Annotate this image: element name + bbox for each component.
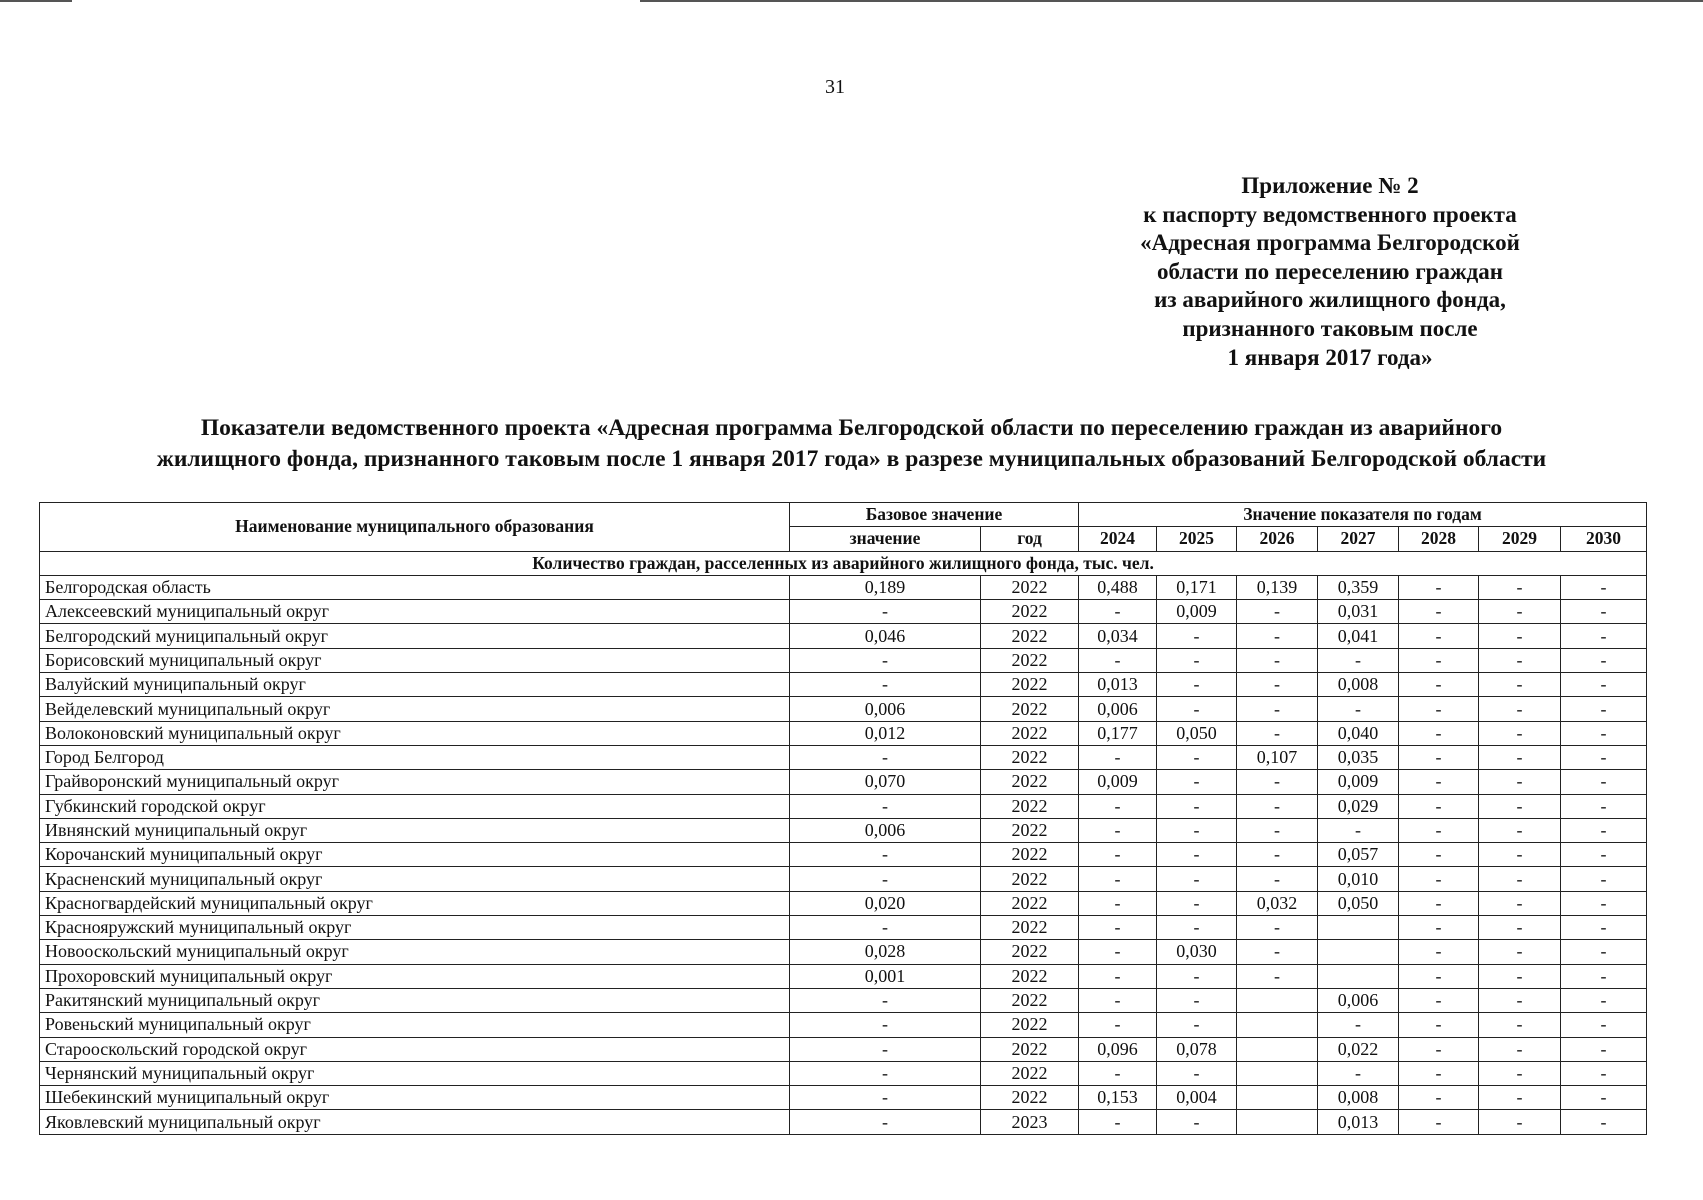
cell-year-value: 0,034 bbox=[1079, 624, 1157, 648]
cell-year-value: - bbox=[1561, 843, 1647, 867]
appendix-line: «Адресная программа Белгородской bbox=[1140, 230, 1520, 256]
cell-year-value: - bbox=[1479, 843, 1561, 867]
cell-year-value bbox=[1237, 1061, 1318, 1085]
cell-year-value: - bbox=[1318, 1061, 1399, 1085]
cell-municipality-name: Валуйский муниципальный округ bbox=[40, 673, 790, 697]
cell-municipality-name: Красненский муниципальный округ bbox=[40, 867, 790, 891]
cell-year-value: - bbox=[1157, 988, 1237, 1012]
table-row bbox=[40, 697, 1647, 721]
cell-base-value: - bbox=[790, 648, 981, 672]
cell-base-year: 2022 bbox=[981, 1013, 1079, 1037]
cell-year-value: - bbox=[1237, 721, 1318, 745]
cell-year-value: - bbox=[1157, 1110, 1237, 1134]
cell-year-value: 0,359 bbox=[1318, 575, 1399, 599]
cell-year-value: - bbox=[1157, 891, 1237, 915]
cell-year-value: 0,006 bbox=[1318, 988, 1399, 1012]
cell-year-value: 0,004 bbox=[1157, 1086, 1237, 1110]
cell-year-value: - bbox=[1479, 673, 1561, 697]
table-row bbox=[40, 770, 1647, 794]
cell-base-year: 2022 bbox=[981, 697, 1079, 721]
cell-year-value: - bbox=[1237, 624, 1318, 648]
document-title-line: Показатели ведомственного проекта «Адресная программа Белгородской области по переселению граждан из аварийного bbox=[200, 415, 1503, 441]
cell-base-value: 0,001 bbox=[790, 964, 981, 988]
cell-base-year: 2022 bbox=[981, 794, 1079, 818]
cell-year-value: - bbox=[1237, 600, 1318, 624]
cell-municipality-name: Прохоровский муниципальный округ bbox=[40, 964, 790, 988]
cell-municipality-name: Белгородская область bbox=[40, 575, 790, 599]
cell-base-value: 0,006 bbox=[790, 697, 981, 721]
cell-year-value: - bbox=[1399, 770, 1479, 794]
cell-municipality-name: Шебекинский муниципальный округ bbox=[40, 1086, 790, 1110]
cell-year-value: - bbox=[1237, 964, 1318, 988]
cell-year-value: - bbox=[1479, 964, 1561, 988]
cell-base-value: 0,046 bbox=[790, 624, 981, 648]
cell-year-value: - bbox=[1157, 697, 1237, 721]
cell-base-year: 2022 bbox=[981, 575, 1079, 599]
appendix-line: Приложение № 2 bbox=[1241, 173, 1419, 198]
cell-base-value: - bbox=[790, 988, 981, 1012]
cell-year-value: - bbox=[1237, 940, 1318, 964]
cell-year-value: - bbox=[1157, 916, 1237, 940]
cell-year-value bbox=[1237, 1037, 1318, 1061]
cell-year-value: - bbox=[1399, 673, 1479, 697]
cell-year-value: - bbox=[1237, 867, 1318, 891]
cell-year-value: 0,171 bbox=[1157, 575, 1237, 599]
cell-year-value: - bbox=[1479, 648, 1561, 672]
cell-base-value: - bbox=[790, 1061, 981, 1085]
cell-year-value: - bbox=[1561, 745, 1647, 769]
header-base-year: год bbox=[981, 527, 1079, 551]
table-row bbox=[40, 673, 1647, 697]
cell-year-value: - bbox=[1479, 1037, 1561, 1061]
cell-year-value: - bbox=[1561, 1013, 1647, 1037]
cell-year-value: - bbox=[1479, 697, 1561, 721]
table-header bbox=[40, 503, 1647, 552]
cell-base-year: 2022 bbox=[981, 624, 1079, 648]
cell-year-value: - bbox=[1318, 648, 1399, 672]
cell-year-value: - bbox=[1079, 794, 1157, 818]
cell-year-value: - bbox=[1561, 648, 1647, 672]
table-row bbox=[40, 794, 1647, 818]
cell-year-value: - bbox=[1399, 964, 1479, 988]
cell-year-value: - bbox=[1079, 818, 1157, 842]
cell-year-value: - bbox=[1479, 916, 1561, 940]
cell-year-value bbox=[1318, 916, 1399, 940]
cell-base-year: 2022 bbox=[981, 600, 1079, 624]
table-row bbox=[40, 721, 1647, 745]
cell-base-year: 2022 bbox=[981, 745, 1079, 769]
cell-year-value: - bbox=[1561, 1037, 1647, 1061]
table-row bbox=[40, 1013, 1647, 1037]
cell-year-value: 0,009 bbox=[1318, 770, 1399, 794]
cell-year-value bbox=[1318, 940, 1399, 964]
cell-base-year: 2022 bbox=[981, 843, 1079, 867]
cell-year-value: - bbox=[1399, 1086, 1479, 1110]
page-number: 31 bbox=[825, 76, 845, 98]
cell-year-value: - bbox=[1079, 745, 1157, 769]
cell-year-value: 0,139 bbox=[1237, 575, 1318, 599]
cell-year-value: - bbox=[1561, 940, 1647, 964]
cell-year-value: - bbox=[1399, 648, 1479, 672]
cell-year-value: - bbox=[1479, 891, 1561, 915]
cell-year-value: - bbox=[1561, 600, 1647, 624]
cell-base-value: 0,006 bbox=[790, 818, 981, 842]
cell-year-value: - bbox=[1561, 624, 1647, 648]
cell-base-year: 2022 bbox=[981, 770, 1079, 794]
cell-year-value: - bbox=[1399, 794, 1479, 818]
appendix-block bbox=[1070, 172, 1590, 372]
table-row bbox=[40, 818, 1647, 842]
cell-year-value: - bbox=[1079, 843, 1157, 867]
cell-base-year: 2023 bbox=[981, 1110, 1079, 1134]
cell-year-value: 0,009 bbox=[1157, 600, 1237, 624]
table-row bbox=[40, 964, 1647, 988]
cell-year-value bbox=[1318, 964, 1399, 988]
cell-year-value: - bbox=[1079, 964, 1157, 988]
cell-base-value: - bbox=[790, 745, 981, 769]
cell-year-value: - bbox=[1237, 673, 1318, 697]
cell-year-value: - bbox=[1079, 867, 1157, 891]
cell-base-value: - bbox=[790, 1110, 981, 1134]
cell-year-value: - bbox=[1318, 1013, 1399, 1037]
cell-year-value: - bbox=[1399, 600, 1479, 624]
cell-year-value: - bbox=[1237, 648, 1318, 672]
header-base-group: Базовое значение bbox=[790, 503, 1079, 527]
header-years-group: Значение показателя по годам bbox=[1079, 503, 1647, 527]
cell-year-value: - bbox=[1479, 721, 1561, 745]
cell-municipality-name: Волоконовский муниципальный округ bbox=[40, 721, 790, 745]
cell-year-value: - bbox=[1079, 916, 1157, 940]
cell-municipality-name: Краснояружский муниципальный округ bbox=[40, 916, 790, 940]
cell-base-year: 2022 bbox=[981, 916, 1079, 940]
cell-year-value: 0,177 bbox=[1079, 721, 1157, 745]
table-row bbox=[40, 575, 1647, 599]
cell-year-value: - bbox=[1318, 697, 1399, 721]
appendix-line: из аварийного жилищного фонда, bbox=[1154, 287, 1506, 313]
cell-year-value: 0,029 bbox=[1318, 794, 1399, 818]
table-body bbox=[40, 551, 1647, 1134]
cell-municipality-name: Старооскольский городской округ bbox=[40, 1037, 790, 1061]
cell-year-value bbox=[1237, 1013, 1318, 1037]
cell-base-year: 2022 bbox=[981, 721, 1079, 745]
cell-year-value: 0,031 bbox=[1318, 600, 1399, 624]
table-row bbox=[40, 648, 1647, 672]
cell-base-year: 2022 bbox=[981, 1061, 1079, 1085]
cell-year-value: - bbox=[1157, 1061, 1237, 1085]
cell-year-value: - bbox=[1561, 818, 1647, 842]
cell-base-value: - bbox=[790, 673, 981, 697]
appendix-line: 1 января 2017 года» bbox=[1227, 344, 1433, 370]
cell-year-value: - bbox=[1318, 818, 1399, 842]
cell-base-value: - bbox=[790, 600, 981, 624]
cell-year-value bbox=[1237, 988, 1318, 1012]
cell-year-value: - bbox=[1399, 843, 1479, 867]
cell-year-value: - bbox=[1399, 818, 1479, 842]
cell-base-year: 2022 bbox=[981, 1086, 1079, 1110]
cell-year-value: - bbox=[1479, 1061, 1561, 1085]
cell-year-value: - bbox=[1079, 1013, 1157, 1037]
cell-base-year: 2022 bbox=[981, 964, 1079, 988]
appendix-line: к паспорту ведомственного проекта bbox=[1143, 201, 1517, 227]
header-year: 2030 bbox=[1561, 527, 1647, 551]
cell-year-value: 0,032 bbox=[1237, 891, 1318, 915]
cell-base-value: - bbox=[790, 867, 981, 891]
cell-year-value: - bbox=[1237, 818, 1318, 842]
cell-year-value: - bbox=[1399, 721, 1479, 745]
cell-year-value: - bbox=[1399, 745, 1479, 769]
cell-base-year: 2022 bbox=[981, 891, 1079, 915]
cell-municipality-name: Ракитянский муниципальный округ bbox=[40, 988, 790, 1012]
header-row-top bbox=[40, 503, 1647, 527]
cell-year-value: 0,096 bbox=[1079, 1037, 1157, 1061]
table-row bbox=[40, 940, 1647, 964]
cell-year-value: - bbox=[1399, 1061, 1479, 1085]
cell-year-value: - bbox=[1157, 648, 1237, 672]
cell-year-value: 0,009 bbox=[1079, 770, 1157, 794]
cell-year-value: - bbox=[1079, 891, 1157, 915]
cell-year-value: 0,030 bbox=[1157, 940, 1237, 964]
cell-municipality-name: Корочанский муниципальный округ bbox=[40, 843, 790, 867]
cell-base-value: - bbox=[790, 1037, 981, 1061]
cell-year-value: - bbox=[1157, 867, 1237, 891]
cell-year-value: 0,013 bbox=[1079, 673, 1157, 697]
cell-municipality-name: Чернянский муниципальный округ bbox=[40, 1061, 790, 1085]
cell-year-value: - bbox=[1479, 1086, 1561, 1110]
cell-year-value: - bbox=[1561, 721, 1647, 745]
cell-municipality-name: Губкинский городской округ bbox=[40, 794, 790, 818]
cell-year-value: - bbox=[1237, 794, 1318, 818]
cell-year-value: - bbox=[1157, 843, 1237, 867]
cell-year-value: - bbox=[1561, 891, 1647, 915]
cell-base-value: - bbox=[790, 1013, 981, 1037]
cell-year-value: - bbox=[1079, 1110, 1157, 1134]
cell-year-value: - bbox=[1157, 770, 1237, 794]
cell-year-value: - bbox=[1479, 575, 1561, 599]
document-title bbox=[0, 413, 1703, 475]
cell-year-value: 0,040 bbox=[1318, 721, 1399, 745]
cell-year-value: - bbox=[1237, 697, 1318, 721]
cell-year-value: - bbox=[1237, 843, 1318, 867]
cell-year-value: - bbox=[1479, 1013, 1561, 1037]
table-row bbox=[40, 1110, 1647, 1134]
appendix-line: области по переселению граждан bbox=[1156, 258, 1504, 284]
cell-year-value: - bbox=[1561, 770, 1647, 794]
cell-municipality-name: Белгородский муниципальный округ bbox=[40, 624, 790, 648]
table-row bbox=[40, 891, 1647, 915]
header-municipality-name: Наименование муниципального образования bbox=[40, 503, 790, 552]
table-row bbox=[40, 916, 1647, 940]
cell-year-value: 0,050 bbox=[1157, 721, 1237, 745]
cell-year-value: - bbox=[1079, 1061, 1157, 1085]
cell-year-value: - bbox=[1157, 673, 1237, 697]
table-row bbox=[40, 600, 1647, 624]
cell-municipality-name: Красногвардейский муниципальный округ bbox=[40, 891, 790, 915]
cell-year-value: 0,035 bbox=[1318, 745, 1399, 769]
cell-base-year: 2022 bbox=[981, 867, 1079, 891]
cell-year-value: - bbox=[1561, 1086, 1647, 1110]
cell-year-value: - bbox=[1399, 624, 1479, 648]
cell-year-value: - bbox=[1399, 697, 1479, 721]
cell-year-value: 0,006 bbox=[1079, 697, 1157, 721]
cell-year-value: - bbox=[1157, 964, 1237, 988]
cell-year-value: 0,008 bbox=[1318, 1086, 1399, 1110]
cell-year-value: - bbox=[1079, 648, 1157, 672]
cell-year-value: - bbox=[1561, 575, 1647, 599]
section-row bbox=[40, 551, 1647, 575]
cell-year-value: - bbox=[1079, 600, 1157, 624]
cell-year-value: - bbox=[1399, 891, 1479, 915]
cell-base-value: 0,020 bbox=[790, 891, 981, 915]
cell-year-value: 0,488 bbox=[1079, 575, 1157, 599]
cell-year-value: 0,013 bbox=[1318, 1110, 1399, 1134]
cell-year-value: - bbox=[1479, 770, 1561, 794]
cell-year-value: - bbox=[1237, 916, 1318, 940]
cell-year-value: 0,107 bbox=[1237, 745, 1318, 769]
cell-year-value: - bbox=[1079, 940, 1157, 964]
table-row bbox=[40, 1037, 1647, 1061]
cell-year-value: 0,078 bbox=[1157, 1037, 1237, 1061]
cell-year-value: - bbox=[1561, 916, 1647, 940]
cell-municipality-name: Город Белгород bbox=[40, 745, 790, 769]
cell-base-value: - bbox=[790, 794, 981, 818]
cell-municipality-name: Борисовский муниципальный округ bbox=[40, 648, 790, 672]
table-row bbox=[40, 1061, 1647, 1085]
cell-year-value: - bbox=[1479, 818, 1561, 842]
cell-year-value: - bbox=[1479, 600, 1561, 624]
table-row bbox=[40, 745, 1647, 769]
cell-base-year: 2022 bbox=[981, 818, 1079, 842]
cell-base-value: - bbox=[790, 916, 981, 940]
cell-year-value: - bbox=[1079, 988, 1157, 1012]
cell-year-value: - bbox=[1561, 964, 1647, 988]
cell-year-value: - bbox=[1237, 770, 1318, 794]
table-row bbox=[40, 1086, 1647, 1110]
document-title-line: жилищного фонда, признанного таковым после 1 января 2017 года» в разрезе муниципальных образований Белгородской области bbox=[156, 446, 1547, 472]
cell-year-value: 0,050 bbox=[1318, 891, 1399, 915]
cell-municipality-name: Алексеевский муниципальный округ bbox=[40, 600, 790, 624]
cell-base-value: 0,189 bbox=[790, 575, 981, 599]
table-row bbox=[40, 867, 1647, 891]
cell-year-value: - bbox=[1561, 697, 1647, 721]
cell-municipality-name: Яковлевский муниципальный округ bbox=[40, 1110, 790, 1134]
table-row bbox=[40, 988, 1647, 1012]
cell-base-value: 0,028 bbox=[790, 940, 981, 964]
cell-year-value: - bbox=[1561, 1061, 1647, 1085]
indicators-table bbox=[39, 502, 1647, 1135]
cell-year-value: - bbox=[1561, 867, 1647, 891]
cell-year-value: 0,022 bbox=[1318, 1037, 1399, 1061]
cell-year-value bbox=[1237, 1110, 1318, 1134]
table-row bbox=[40, 624, 1647, 648]
cell-base-year: 2022 bbox=[981, 1037, 1079, 1061]
cell-year-value: - bbox=[1399, 988, 1479, 1012]
cell-municipality-name: Новооскольский муниципальный округ bbox=[40, 940, 790, 964]
cell-year-value: - bbox=[1399, 575, 1479, 599]
cell-year-value: - bbox=[1561, 673, 1647, 697]
cell-municipality-name: Вейделевский муниципальный округ bbox=[40, 697, 790, 721]
cell-base-year: 2022 bbox=[981, 673, 1079, 697]
cell-year-value: - bbox=[1479, 624, 1561, 648]
cell-year-value: - bbox=[1157, 745, 1237, 769]
cell-municipality-name: Грайворонский муниципальный округ bbox=[40, 770, 790, 794]
cell-year-value: - bbox=[1561, 1110, 1647, 1134]
cell-year-value: 0,008 bbox=[1318, 673, 1399, 697]
cell-year-value: 0,010 bbox=[1318, 867, 1399, 891]
cell-year-value: - bbox=[1479, 1110, 1561, 1134]
cell-year-value: - bbox=[1157, 624, 1237, 648]
cell-year-value: - bbox=[1157, 1013, 1237, 1037]
cell-year-value: - bbox=[1399, 867, 1479, 891]
cell-year-value: - bbox=[1399, 940, 1479, 964]
cell-year-value: - bbox=[1157, 818, 1237, 842]
cell-year-value: 0,057 bbox=[1318, 843, 1399, 867]
cell-year-value: - bbox=[1399, 1110, 1479, 1134]
cell-year-value: - bbox=[1561, 988, 1647, 1012]
header-year: 2029 bbox=[1479, 527, 1561, 551]
cell-base-year: 2022 bbox=[981, 940, 1079, 964]
cell-year-value: - bbox=[1399, 916, 1479, 940]
cell-year-value: - bbox=[1157, 794, 1237, 818]
header-base-value: значение bbox=[790, 527, 981, 551]
cell-year-value: - bbox=[1399, 1037, 1479, 1061]
header-year: 2027 bbox=[1318, 527, 1399, 551]
cell-year-value: - bbox=[1479, 940, 1561, 964]
header-year: 2024 bbox=[1079, 527, 1157, 551]
cell-base-year: 2022 bbox=[981, 648, 1079, 672]
appendix-line: признанного таковым после bbox=[1182, 315, 1478, 341]
cell-year-value: - bbox=[1479, 745, 1561, 769]
cell-base-value: - bbox=[790, 843, 981, 867]
header-year: 2028 bbox=[1399, 527, 1479, 551]
cell-year-value: 0,153 bbox=[1079, 1086, 1157, 1110]
cell-base-value: 0,012 bbox=[790, 721, 981, 745]
cell-base-value: 0,070 bbox=[790, 770, 981, 794]
cell-base-value: - bbox=[790, 1086, 981, 1110]
header-year: 2026 bbox=[1237, 527, 1318, 551]
cell-year-value: - bbox=[1479, 988, 1561, 1012]
cell-year-value bbox=[1237, 1086, 1318, 1110]
cell-municipality-name: Ровеньский муниципальный округ bbox=[40, 1013, 790, 1037]
table-row bbox=[40, 843, 1647, 867]
cell-year-value: - bbox=[1479, 794, 1561, 818]
section-title: Количество граждан, расселенных из аварийного жилищного фонда, тыс. чел. bbox=[40, 551, 1647, 575]
cell-year-value: - bbox=[1479, 867, 1561, 891]
cell-year-value: - bbox=[1399, 1013, 1479, 1037]
scan-edge-left bbox=[0, 0, 72, 2]
cell-municipality-name: Ивнянский муниципальный округ bbox=[40, 818, 790, 842]
scan-edge-right bbox=[640, 0, 1703, 2]
cell-base-year: 2022 bbox=[981, 988, 1079, 1012]
cell-year-value: 0,041 bbox=[1318, 624, 1399, 648]
cell-year-value: - bbox=[1561, 794, 1647, 818]
header-year: 2025 bbox=[1157, 527, 1237, 551]
